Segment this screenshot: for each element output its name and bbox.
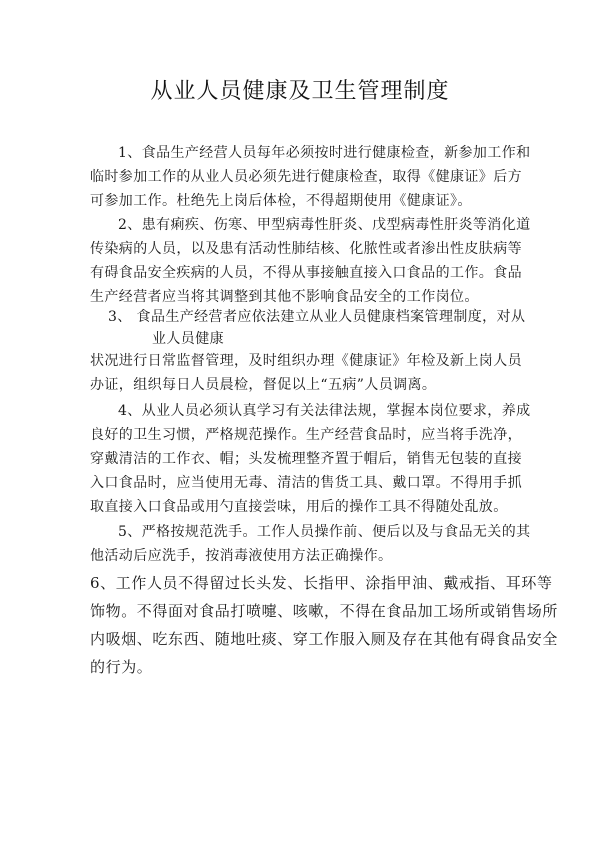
rule-4-line-2: 良好的卫生习惯，严格规范操作。生产经营食品时，应当将手洗净， xyxy=(90,427,522,443)
rule-6-line-2: 饰物。不得面对食品打喷嚏、咳嗽，不得在食品加工场所或销售场所 xyxy=(90,602,559,620)
rule-1-line-2: 临时参加工作的从业人员必须先进行健康检查，取得《健康证》后方 xyxy=(90,169,522,185)
rule-3-line-4: 办证，组织每日人员晨检，督促以上“五病”人员调离。 xyxy=(90,377,437,393)
document-title: 从业人员健康及卫生管理制度 xyxy=(150,79,450,104)
rule-4-line-1: 4、从业人员必须认真学习有关法律法规，掌握本岗位要求，养成 xyxy=(118,403,531,419)
rule-5-line-2: 他活动后应洗手，按消毒液使用方法正确操作。 xyxy=(90,548,393,564)
rule-2-line-1: 2、患有痢疾、伤寒、甲型病毒性肝炎、戊型病毒性肝炎等消化道 xyxy=(118,217,531,233)
rule-4-line-4: 入口食品时，应当使用无毒、清洁的售货工具、戴口罩。不得用手抓 xyxy=(90,475,522,491)
rule-3-line-2: 业人员健康 xyxy=(152,331,224,347)
rule-3-line-1: 3、 食品生产经营者应依法建立从业人员健康档案管理制度，对从 xyxy=(108,309,526,325)
rule-1-line-1: 1、食品生产经营人员每年必须按时进行健康检查，新参加工作和 xyxy=(118,145,531,161)
rule-2-line-3: 有碍食品安全疾病的人员，不得从事接触直接入口食品的工作。食品 xyxy=(90,265,522,281)
rule-3-line-3: 状况进行日常监督管理，及时组织办理《健康证》年检及新上岗人员 xyxy=(90,353,522,369)
rule-5-line-1: 5、严格按规范洗手。工作人员操作前、便后以及与食品无关的其 xyxy=(118,524,531,540)
rule-4-line-3: 穿戴清洁的工作衣、帽；头发梳理整齐置于帽后，销售无包装的直接 xyxy=(90,451,522,467)
rule-6-line-4: 的行为。 xyxy=(90,658,153,676)
rule-2-line-4: 生产经营者应当将其调整到其他不影响食品安全的工作岗位。 xyxy=(90,289,479,305)
rule-6-line-1: 6、工作人员不得留过长头发、长指甲、涂指甲油、戴戒指、耳环等 xyxy=(90,574,553,592)
rule-2-line-2: 传染病的人员，以及患有活动性肺结核、化脓性或者渗出性皮肤病等 xyxy=(90,241,522,257)
rule-6-line-3: 内吸烟、吃东西、随地吐痰、穿工作服入厕及存在其他有碍食品安全 xyxy=(90,630,559,648)
rule-4-line-5: 取直接入口食品或用勺直接尝味，用后的操作工具不得随处乱放。 xyxy=(90,499,508,515)
rule-1-line-3: 可参加工作。杜绝先上岗后体检，不得超期使用《健康证》。 xyxy=(90,193,472,209)
